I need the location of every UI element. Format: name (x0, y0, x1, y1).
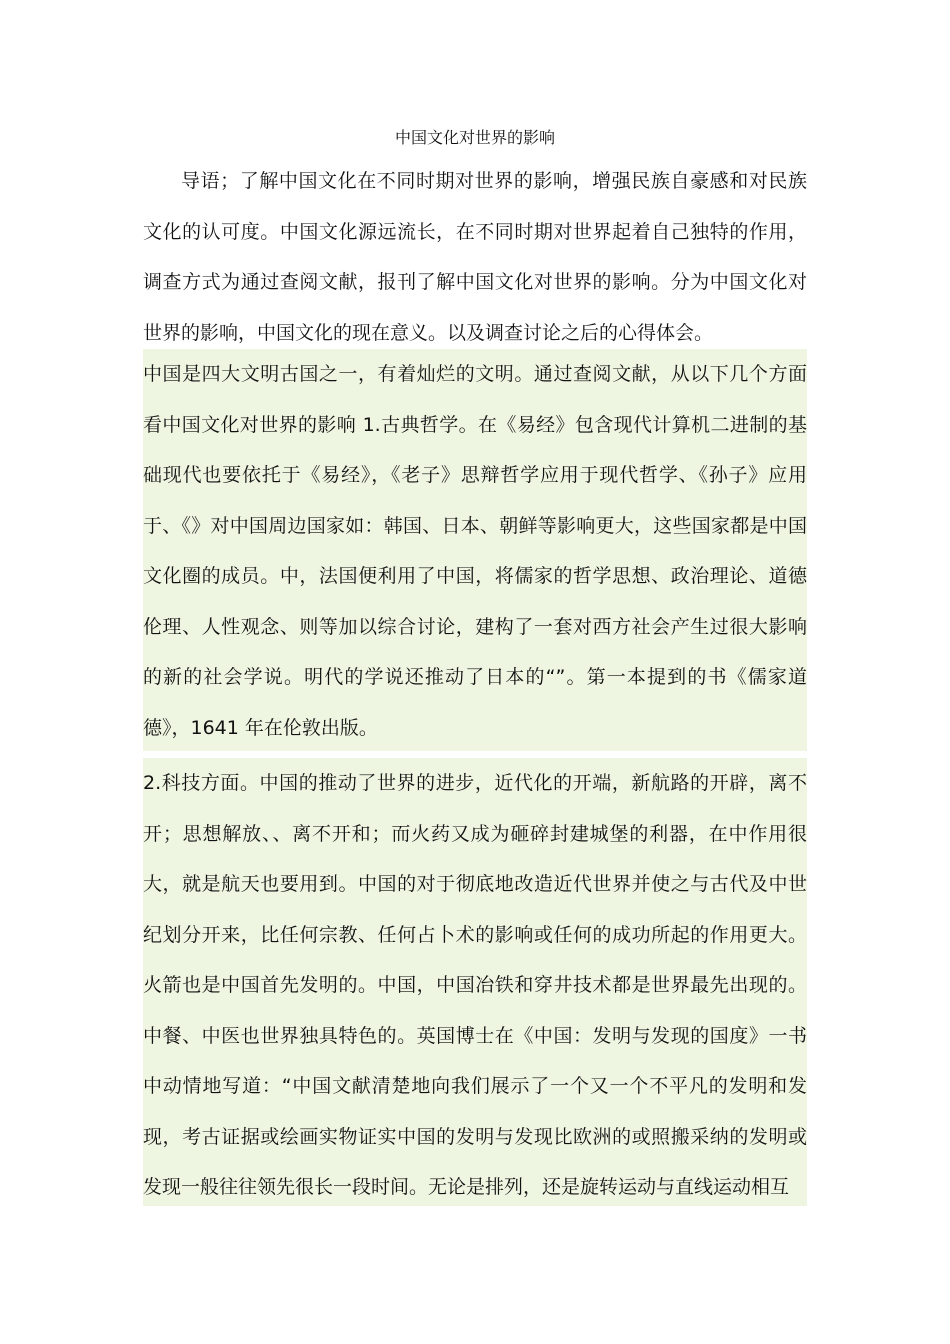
section-technology-text: 2.科技方面。中国的推动了世界的进步，近代化的开端，新航路的开辟，离不开；思想解放、、离不开和；而火药又成为砸碎封建城堡的利器，在中作用很大，就是航天也要用到。中国的对于彻底地改造近代世界并使之与古代及中世纪划分开来，比任何宗教、任何占卜术的影响或任何的成功所起的作用更大。火箭也是中国首先发明的。中国，中国冶铁和穿井技术都是世界最先出现的。中餐、中医也世界独具特色的。英国博士在《中国：发明与发现的国度》一书中动情地写道：“中国文献清楚地向我们展示了一个又一个不平凡的发明和发现，考古证据或绘画实物证实中国的发明与发现比欧洲的或照搬采纳的发明或发现一般往往领先很长一段时间。无论是排列，还是旋转运动与直线运动相互 (143, 772, 807, 1198)
highlighted-section-philosophy (143, 349, 807, 751)
highlighted-section-technology (143, 758, 807, 1206)
page-title: 中国文化对世界的影响 (394, 128, 555, 147)
intro-paragraph: 导语；了解中国文化在不同时期对世界的影响，增强民族自豪感和对民族文化的认可度。中国文化源远流长，在不同时期对世界起着自己独特的作用，调查方式为通过查阅文献，报刊了解中国文化对世界的影响。分为中国文化对世界的影响，中国文化的现在意义。以及调查讨论之后的心得体会。 (143, 170, 807, 344)
section-philosophy-text: 中国是四大文明古国之一，有着灿烂的文明。通过查阅文献，从以下几个方面看中国文化对世界的影响 1.古典哲学。在《易经》包含现代计算机二进制的基础现代也要依托于《易经》，《老子》思辩哲学应用于现代哲学、《孙子》应用于、《》对中国周边国家如：韩国、日本、朝鲜等影响更大，这些国家都是中国文化圈的成员。中，法国便利用了中国，将儒家的哲学思想、政治理论、道德伦理、人性观念、则等加以综合讨论，建构了一套对西方社会产生过很大影响的新的社会学说。明代的学说还推动了日本的“”。第一本提到的书《儒家道德》，1641 年在伦敦出版。 (143, 363, 807, 739)
